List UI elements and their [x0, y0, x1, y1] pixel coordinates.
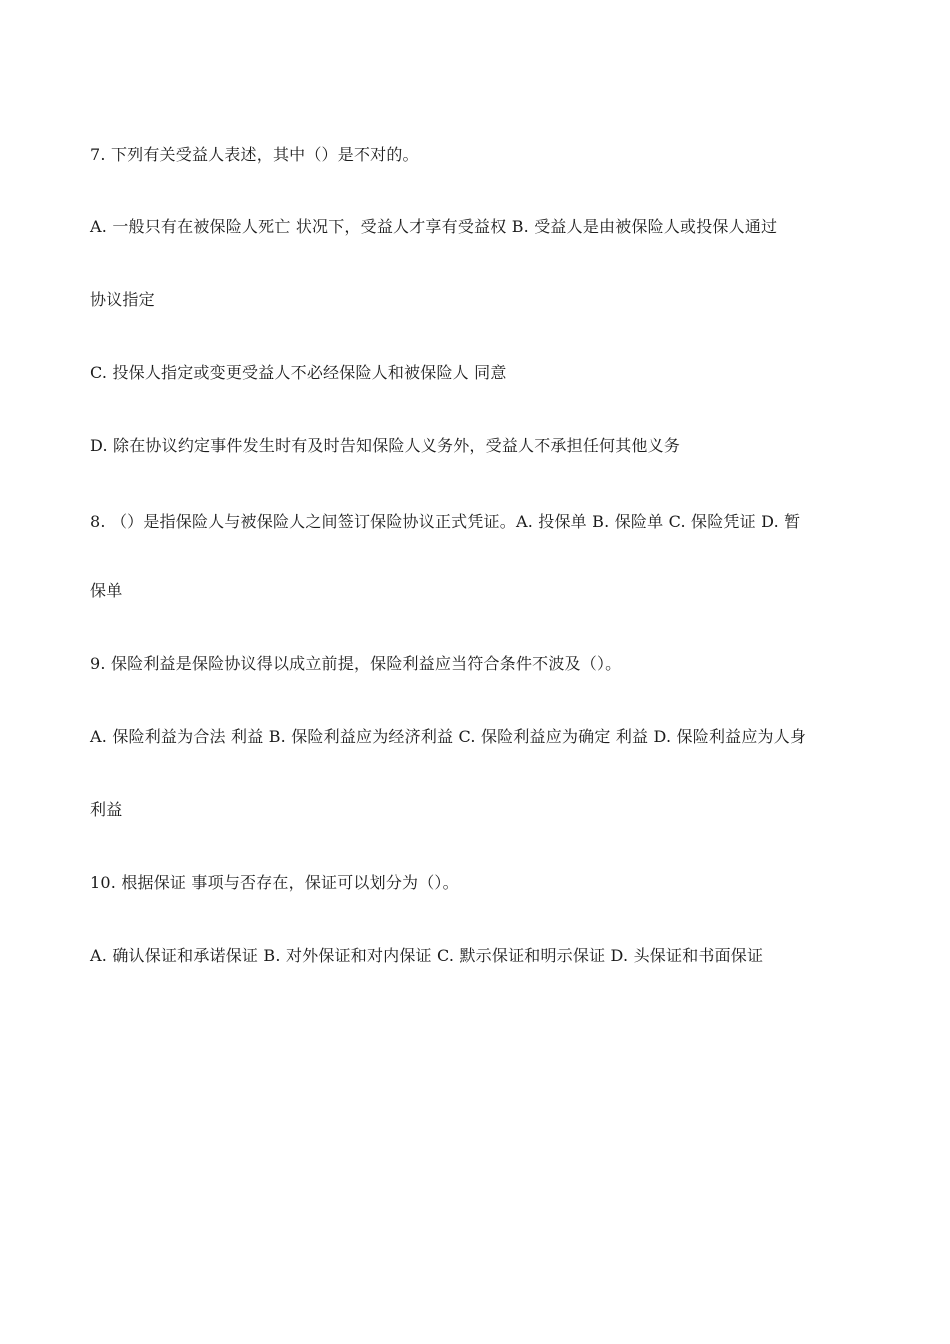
question-9-stem: 9. 保险利益是保险协议得以成立前提，保险利益应当符合条件不波及（）。 — [90, 654, 622, 673]
question-10-stem: 10. 根据保证 事项与否存在，保证可以划分为（）。 — [90, 873, 459, 892]
question-9-option-d-cont: 利益 — [90, 800, 123, 819]
question-7-stem: 7. 下列有关受益人表述，其中（）是不对的。 — [90, 145, 419, 164]
question-8-stem-options: 8. （）是指保险人与被保险人之间签订保险协议正式凭证。A. 投保单 B. 保险单 C. 保险凭证 D. 暂 — [90, 512, 801, 531]
question-7-option-c: C. 投保人指定或变更受益人不必经保险人和被保险人 同意 — [90, 363, 507, 382]
question-7-options-a-b: A. 一般只有在被保险人死亡 状况下，受益人才享有受益权 B. 受益人是由被保险人或投保人通过 — [90, 217, 778, 236]
question-8-option-d-cont: 保单 — [90, 581, 123, 600]
question-10-options: A. 确认保证和承诺保证 B. 对外保证和对内保证 C. 默示保证和明示保证 D. 头保证和书面保证 — [90, 946, 764, 965]
question-7-option-d: D. 除在协议约定事件发生时有及时告知保险人义务外，受益人不承担任何其他义务 — [90, 436, 681, 455]
question-9-options: A. 保险利益为合法 利益 B. 保险利益应为经济利益 C. 保险利益应为确定 利益 D. 保险利益应为人身 — [90, 727, 807, 746]
question-7-option-b-cont: 协议指定 — [90, 290, 155, 309]
